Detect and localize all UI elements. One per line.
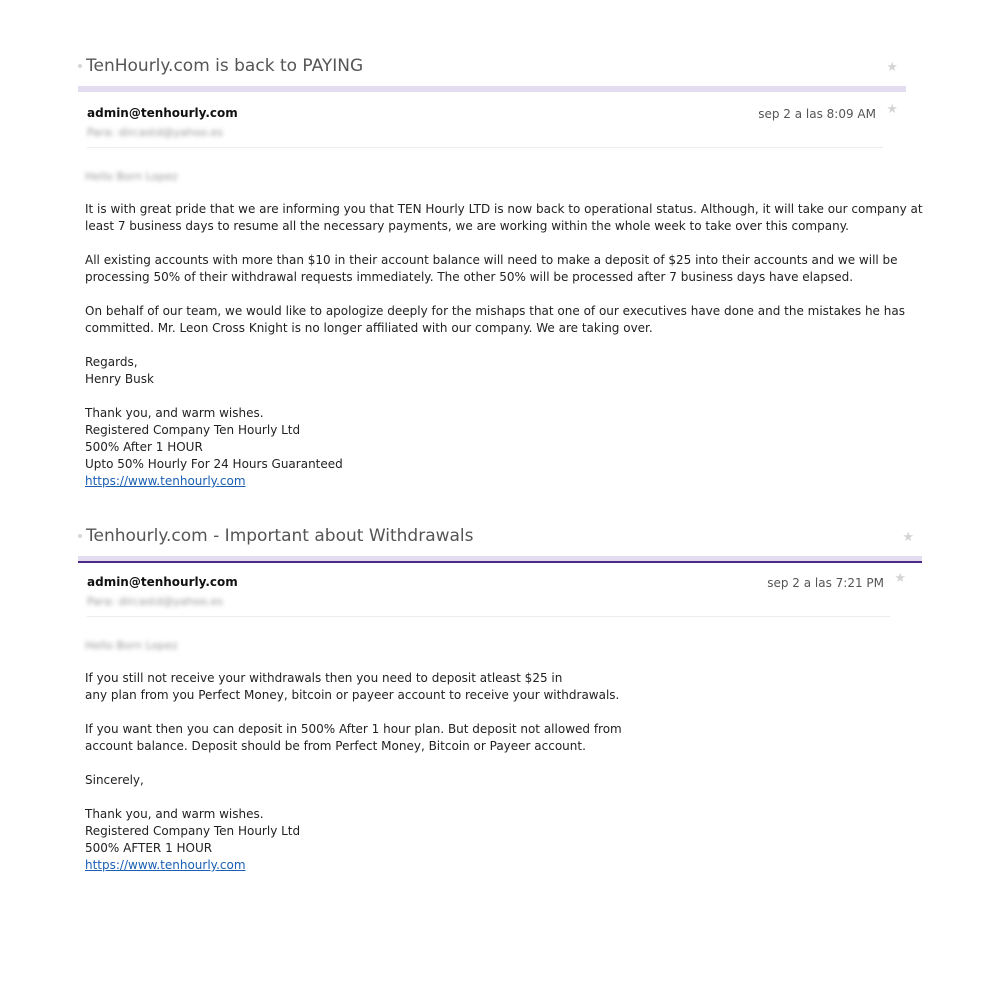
body-line: least 7 business days to resume all the necessary payments, we are working within the whole week to take over this company. xyxy=(85,219,849,233)
body-line: Upto 50% Hourly For 24 Hours Guaranteed xyxy=(85,457,343,471)
email-subject: Tenhourly.com - Important about Withdrawals xyxy=(86,526,474,546)
body-line: Regards, xyxy=(85,355,138,369)
body-line: If you still not receive your withdrawals then you need to deposit atleast $25 in xyxy=(85,671,563,685)
star-icon[interactable]: ★ xyxy=(886,60,898,75)
body-line: 500% AFTER 1 HOUR xyxy=(85,841,213,855)
star-icon[interactable]: ★ xyxy=(886,102,898,117)
signoff xyxy=(85,354,906,388)
header-separator xyxy=(87,147,883,148)
message-date: sep 2 a las 7:21 PM xyxy=(767,576,884,590)
signoff xyxy=(85,772,922,789)
star-icon[interactable]: ★ xyxy=(902,530,914,545)
recipient-line: Para: dircastd@yahoo.es xyxy=(87,126,223,139)
paragraph xyxy=(85,721,922,755)
body-line: Registered Company Ten Hourly Ltd xyxy=(85,824,301,838)
body-line: On behalf of our team, we would like to apologize deeply for the mishaps that one of our executives have done and the mistakes he has xyxy=(85,304,905,318)
message-body xyxy=(78,637,922,874)
greeting: Hello Born Lopez xyxy=(85,639,178,652)
body-line: processing 50% of their withdrawal requests immediately. The other 50% will be processed after 7 business days have elapsed. xyxy=(85,270,854,284)
message-header xyxy=(78,102,906,154)
body-line: any plan from you Perfect Money, bitcoin or payeer account to receive your withdrawals. xyxy=(85,688,620,702)
body-line: It is with great pride that we are informing you that TEN Hourly LTD is now back to operational status. Although, it will take our company at xyxy=(85,202,923,216)
body-line: Thank you, and warm wishes. xyxy=(85,406,264,420)
paragraph xyxy=(85,201,923,235)
body-line: Henry Busk xyxy=(85,372,154,386)
star-icon[interactable]: ★ xyxy=(894,571,906,586)
greeting: Hello Born Lopez xyxy=(85,170,178,183)
body-line: Registered Company Ten Hourly Ltd xyxy=(85,423,301,437)
unread-dot-icon xyxy=(78,534,82,538)
subject-row[interactable] xyxy=(78,522,922,552)
sender-address[interactable]: admin@tenhourly.com xyxy=(87,106,238,120)
email-message-2 xyxy=(78,522,922,891)
body-line: committed. Mr. Leon Cross Knight is no longer affiliated with our company. We are taking over. xyxy=(85,321,653,335)
header-separator xyxy=(87,616,890,617)
body-line: Sincerely, xyxy=(85,773,144,787)
signature xyxy=(85,806,922,874)
body-line: Thank you, and warm wishes. xyxy=(85,807,264,821)
website-link[interactable]: https://www.tenhourly.com xyxy=(85,474,246,488)
recipient-line: Para: dircastd@yahoo.es xyxy=(87,595,223,608)
selection-bar xyxy=(78,561,922,563)
body-line: 500% After 1 HOUR xyxy=(85,440,203,454)
body-line: All existing accounts with more than $10 in their account balance will need to make a deposit of $25 into their accounts and we will be xyxy=(85,253,898,267)
sender-address[interactable]: admin@tenhourly.com xyxy=(87,575,238,589)
website-link[interactable]: https://www.tenhourly.com xyxy=(85,858,246,872)
subject-row[interactable] xyxy=(78,52,906,82)
message-header xyxy=(78,571,922,623)
subject-divider xyxy=(78,86,906,92)
email-subject: TenHourly.com is back to PAYING xyxy=(86,56,364,76)
paragraph xyxy=(85,303,906,337)
body-line: account balance. Deposit should be from Perfect Money, Bitcoin or Payeer account. xyxy=(85,739,586,753)
message-body xyxy=(78,168,923,490)
email-message-1 xyxy=(78,52,923,507)
paragraph xyxy=(85,252,906,286)
body-line: If you want then you can deposit in 500% After 1 hour plan. But deposit not allowed from xyxy=(85,722,622,736)
message-date: sep 2 a las 8:09 AM xyxy=(758,107,876,121)
unread-dot-icon xyxy=(78,64,82,68)
signature xyxy=(85,405,906,490)
paragraph xyxy=(85,670,922,704)
